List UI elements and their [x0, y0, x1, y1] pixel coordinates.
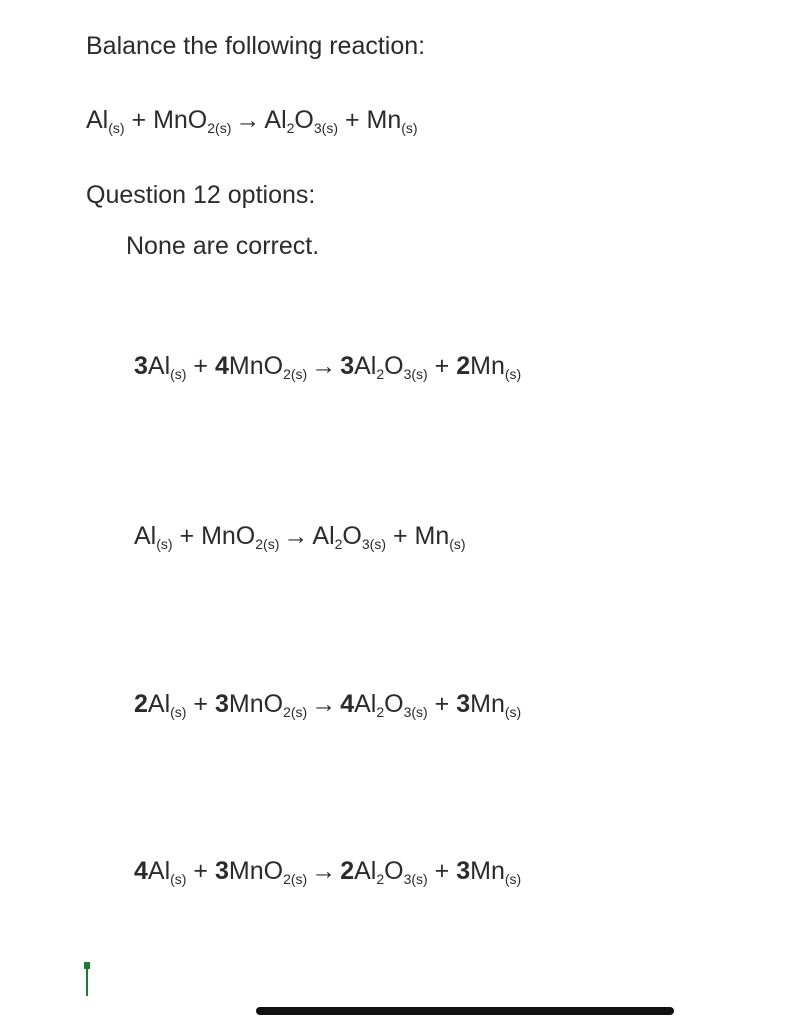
state-label: (s)	[504, 871, 522, 887]
plus-sign: +	[131, 106, 147, 134]
subscript: 2	[286, 120, 295, 136]
reactant-mno2: MnO	[228, 690, 284, 718]
coefficient: 3	[134, 352, 148, 380]
subscript: 3(s)	[313, 120, 338, 136]
plus-sign: +	[434, 690, 450, 718]
answer-option-1[interactable]	[134, 350, 521, 382]
reactant-al: Al	[86, 106, 109, 134]
coefficient: 4	[134, 857, 148, 885]
subscript: 3(s)	[361, 536, 386, 552]
coefficient: 4	[214, 352, 229, 380]
product-mn: Mn	[470, 352, 505, 380]
question-prompt: Balance the following reaction:	[86, 32, 426, 60]
coefficient: 3	[214, 690, 229, 718]
product-mn: Mn	[470, 857, 505, 885]
subscript: 2(s)	[283, 704, 308, 720]
reactant-mno2: MnO	[201, 522, 256, 550]
subscript: 2(s)	[283, 366, 308, 382]
answer-option-2[interactable]	[134, 520, 466, 552]
state-label: (s)	[401, 120, 418, 136]
subscript: 2(s)	[255, 536, 280, 552]
plus-sign: +	[193, 352, 209, 380]
product-o: O	[384, 352, 404, 380]
subscript: 2(s)	[283, 871, 308, 887]
reactant-al: Al	[147, 352, 171, 380]
coefficient: 2	[456, 352, 471, 380]
subscript: 2	[376, 871, 385, 887]
subscript: 3(s)	[403, 366, 428, 382]
plus-sign: +	[392, 522, 408, 550]
coefficient: 3	[456, 857, 471, 885]
coefficient: 3	[340, 352, 355, 380]
reactant-al: Al	[147, 857, 171, 885]
reactant-mno2: MnO	[153, 106, 208, 134]
product-al: Al	[354, 690, 377, 718]
product-al: Al	[354, 352, 377, 380]
marker-stem	[86, 968, 88, 996]
answer-option-4[interactable]	[134, 855, 521, 887]
product-o: O	[384, 857, 404, 885]
reaction-arrow: →	[311, 857, 337, 885]
reactant-al: Al	[147, 690, 171, 718]
state-label: (s)	[156, 536, 173, 552]
plus-sign: +	[193, 857, 209, 885]
product-mn: Mn	[414, 522, 450, 550]
reactant-al: Al	[134, 522, 157, 550]
plus-sign: +	[179, 522, 195, 550]
coefficient: 4	[340, 690, 355, 718]
reaction-arrow: →	[311, 352, 337, 380]
option-text: None are correct.	[126, 232, 320, 260]
options-label: Question 12 options:	[86, 181, 316, 209]
plus-sign: +	[434, 857, 450, 885]
state-label: (s)	[170, 871, 187, 887]
plus-sign: +	[344, 106, 360, 134]
subscript: 3(s)	[403, 704, 428, 720]
reaction-arrow: →	[235, 106, 261, 134]
product-o: O	[342, 522, 362, 550]
state-label: (s)	[504, 366, 522, 382]
home-indicator-bar[interactable]	[256, 1007, 674, 1015]
product-o: O	[384, 690, 404, 718]
product-al: Al	[312, 522, 335, 550]
coefficient: 3	[456, 690, 471, 718]
subscript: 3(s)	[403, 871, 428, 887]
reactant-mno2: MnO	[228, 857, 284, 885]
text-cursor-marker	[84, 962, 90, 996]
plus-sign: +	[193, 690, 209, 718]
product-mn: Mn	[470, 690, 505, 718]
product-o: O	[294, 106, 314, 134]
state-label: (s)	[108, 120, 125, 136]
state-label: (s)	[170, 366, 187, 382]
reactant-mno2: MnO	[228, 352, 284, 380]
answer-option-none[interactable]	[126, 230, 319, 262]
reaction-arrow: →	[311, 690, 337, 718]
state-label: (s)	[170, 704, 187, 720]
state-label: (s)	[504, 704, 522, 720]
subscript: 2	[376, 366, 385, 382]
reaction-arrow: →	[283, 522, 309, 550]
product-mn: Mn	[366, 106, 402, 134]
product-al: Al	[264, 106, 287, 134]
answer-option-3[interactable]	[134, 688, 521, 720]
subscript: 2	[376, 704, 385, 720]
coefficient: 3	[214, 857, 229, 885]
subscript: 2	[334, 536, 343, 552]
coefficient: 2	[134, 690, 148, 718]
product-al: Al	[354, 857, 377, 885]
reaction-equation	[86, 104, 418, 136]
state-label: (s)	[449, 536, 466, 552]
subscript: 2(s)	[207, 120, 232, 136]
coefficient: 2	[340, 857, 355, 885]
plus-sign: +	[434, 352, 450, 380]
